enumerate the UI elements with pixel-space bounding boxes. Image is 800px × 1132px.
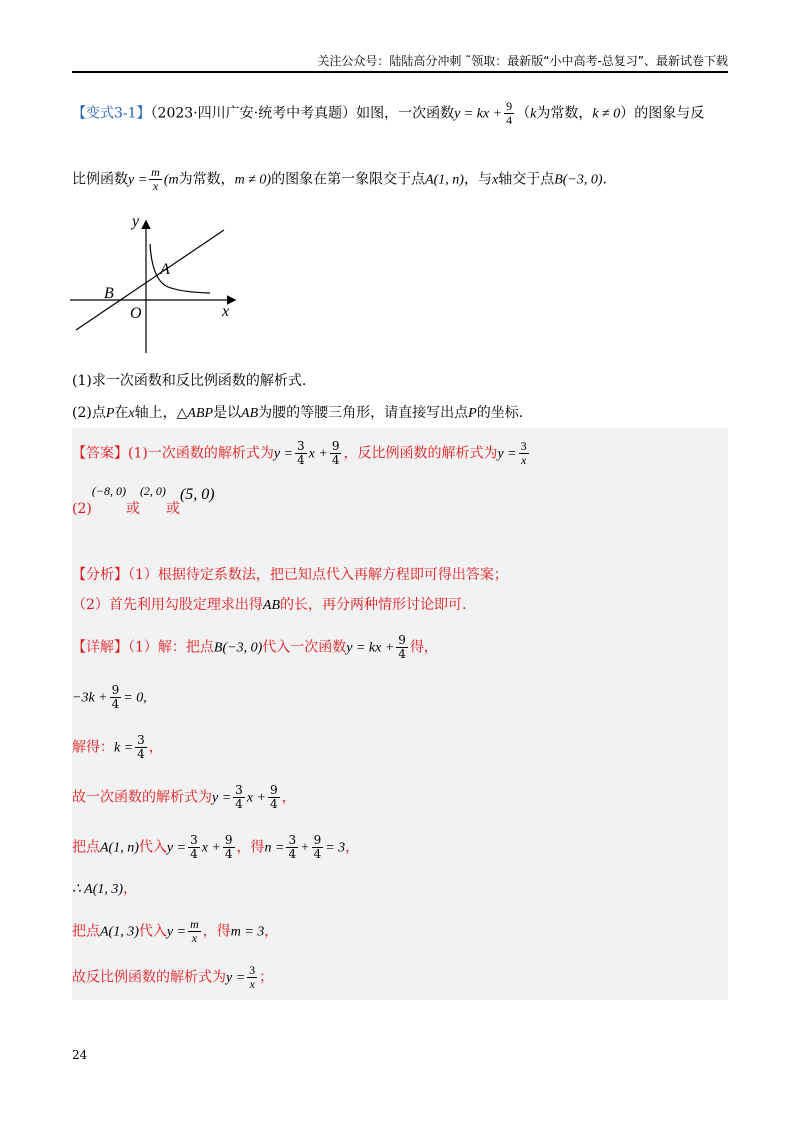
- detail-text: 代入: [138, 839, 167, 856]
- k-const-text: 为常数，: [536, 105, 593, 122]
- line2-mid: 的图象在第一象限交于点: [271, 171, 426, 188]
- fraction: $\frac{9}{4}$: [224, 833, 233, 861]
- problem-source: （2023·四川广安·统考中考真题）如图，一次函数: [150, 105, 455, 122]
- answer-point: (2, 0): [139, 484, 166, 498]
- detail-line-5: [72, 834, 359, 861]
- detail-text: ，: [281, 789, 296, 806]
- fraction: $\frac{9}{4}$: [269, 783, 278, 811]
- fraction: $\frac{3}{4}$: [190, 833, 198, 861]
- analysis-line-1: [72, 564, 508, 584]
- analysis-line-2: [72, 594, 466, 614]
- answer-line-1: [72, 440, 531, 467]
- fraction: $\frac{9}{4}$: [313, 833, 322, 861]
- inverse-function-lhs: y =: [128, 172, 148, 188]
- m-const-text: 为常数，: [178, 171, 235, 188]
- line2-end: .: [602, 171, 607, 188]
- fraction: $\frac{3}{x}$: [249, 963, 256, 991]
- page-number: 24: [72, 1048, 88, 1062]
- answer-text: (2): [72, 501, 92, 517]
- detail-formula: = 0,: [123, 690, 147, 706]
- detail-text: 把点: [72, 923, 100, 940]
- detail-text: 代入: [138, 923, 167, 940]
- detail-text: ，得: [236, 839, 265, 856]
- detail-text: ，得: [202, 923, 231, 940]
- line2-mid2: ，与: [463, 171, 492, 188]
- question-1: (1)求一次函数和反比例函数的解析式.: [72, 373, 307, 389]
- point-a: A(1, n): [100, 840, 139, 856]
- detail-text: 故反比例函数的解析式为: [72, 969, 226, 986]
- page-header: 关注公众号：陆陆高分冲刺 ˜领取：最新版“小中高考-总复习”、最新试卷下载: [317, 54, 728, 68]
- fraction: $\frac{3}{4}$: [137, 733, 145, 761]
- answer-point: (5, 0): [179, 486, 215, 503]
- fraction: $\frac{9}{4}$: [331, 439, 340, 467]
- detail-line-4: [72, 784, 296, 811]
- detail-formula: y = kx +: [346, 640, 395, 656]
- analysis-text: （1）根据待定系数法，把已知点代入再解方程即可得出答案；: [128, 567, 508, 583]
- analysis-text: （2）首先利用勾股定理求出得: [72, 597, 263, 613]
- q2-text: 的坐标.: [476, 405, 524, 421]
- line2-mid3: 轴交于点: [498, 171, 555, 188]
- answer-point: (−8, 0): [91, 484, 126, 498]
- detail-formula: k =: [114, 740, 134, 756]
- detail-formula: m = 3: [230, 924, 265, 940]
- answer-text: ，反比例函数的解析式为: [343, 445, 498, 462]
- detail-text: ，: [148, 739, 163, 756]
- k-var: k: [530, 106, 537, 122]
- question-2: [72, 402, 523, 422]
- detail-text: ；: [259, 969, 274, 986]
- detail-line-3: [72, 734, 163, 761]
- y-axis-label: y: [132, 213, 140, 230]
- answer-label: 【答案】: [72, 445, 128, 462]
- detail-text: 故一次函数的解析式为: [72, 789, 212, 806]
- detail-line-1: [72, 634, 438, 661]
- x-var: x: [491, 172, 499, 188]
- point-a: A(1, n): [425, 172, 464, 188]
- fraction: $\frac{m}{x}$: [190, 917, 199, 945]
- inverse-function-curve: [150, 244, 210, 293]
- function-graph: [66, 208, 246, 358]
- fraction: $\frac{3}{4}$: [288, 833, 297, 861]
- detail-formula: y =: [166, 840, 187, 856]
- problem-line-2: [72, 166, 607, 193]
- q2-text: 是以: [213, 405, 242, 421]
- detail-formula: y =: [226, 970, 246, 986]
- detail-formula: +: [300, 840, 310, 856]
- answer-or: 或: [165, 501, 180, 517]
- detail-text: ，: [123, 881, 138, 897]
- line1-end: ）的图象与反: [620, 105, 705, 122]
- point-b-label: B: [104, 285, 114, 302]
- fraction: $\frac{9}{4}$: [506, 99, 513, 127]
- fraction: $\frac{3}{4}$: [297, 439, 305, 467]
- answer-formula: x +: [308, 446, 328, 462]
- detail-line-8: [72, 964, 273, 991]
- detail-formula: y =: [212, 790, 232, 806]
- origin-label: O: [130, 305, 142, 322]
- fraction: $\frac{3}{4}$: [235, 783, 243, 811]
- fraction: $\frac{9}{4}$: [111, 683, 120, 711]
- q2-text: 在: [114, 405, 129, 421]
- answer-formula: y =: [497, 446, 517, 462]
- detail-text: 代入一次函数: [262, 639, 347, 656]
- answer-or: 或: [125, 501, 140, 517]
- line2-start: 比例函数: [72, 171, 128, 188]
- detail-text: ，: [345, 839, 360, 856]
- detail-line-6: [72, 878, 137, 898]
- k-condition: k ≠ 0: [592, 106, 621, 122]
- detail-text: 得，: [409, 639, 438, 656]
- q2-text: 为腰的等腰三角形，请直接写出点: [258, 405, 469, 421]
- header-rule: [72, 71, 728, 73]
- detail-text: 把点: [72, 839, 100, 856]
- segment-ab: AB: [262, 598, 281, 613]
- answer-formula: y =: [273, 446, 294, 462]
- analysis-text: 的长，再分两种情形讨论即可.: [280, 597, 467, 613]
- detail-line-2: [72, 684, 147, 711]
- triangle-abp: △ABP: [176, 406, 214, 421]
- detail-text: ，: [264, 923, 279, 940]
- point-p: P: [468, 406, 477, 421]
- point-b: B(−3, 0): [554, 172, 603, 188]
- point-a-label: A: [160, 261, 170, 278]
- problem-tag: 【变式3-1】: [72, 105, 151, 122]
- answer-text: (1)一次函数的解析式为: [128, 445, 274, 462]
- m-condition: m ≠ 0): [234, 172, 272, 188]
- detail-formula: y =: [166, 924, 187, 940]
- detail-line-7: [72, 918, 278, 945]
- fraction: $\frac{m}{x}$: [151, 165, 160, 193]
- segment-ab: AB: [241, 406, 259, 421]
- detail-formula: x +: [246, 790, 266, 806]
- point-b: B(−3, 0): [213, 640, 263, 656]
- fraction: $\frac{9}{4}$: [398, 633, 406, 661]
- detail-text: 解得：: [72, 739, 114, 756]
- detail-formula: = 3: [325, 840, 346, 856]
- analysis-label: 【分析】: [72, 567, 128, 583]
- detail-text: （1）解：把点: [128, 639, 214, 656]
- problem-line-1: [72, 100, 704, 127]
- detail-formula: −3k +: [72, 690, 108, 706]
- detail-formula: x +: [201, 840, 221, 856]
- paren: （: [516, 105, 531, 122]
- q2-text: (2)点: [72, 405, 106, 421]
- point-a: A(1, 3): [100, 924, 139, 940]
- q2-text: 轴上，: [134, 405, 177, 421]
- x-var: x: [128, 406, 135, 421]
- detail-label: 【详解】: [72, 639, 128, 656]
- x-axis-label: x: [222, 303, 230, 320]
- detail-formula: ∴ A(1, 3): [72, 882, 124, 897]
- linear-function: y = kx +: [454, 106, 503, 122]
- answer-line-2: [72, 484, 215, 517]
- fraction: $\frac{3}{x}$: [520, 439, 527, 467]
- m-var: (m: [163, 172, 179, 188]
- detail-formula: n =: [264, 840, 285, 856]
- point-p: P: [105, 406, 115, 421]
